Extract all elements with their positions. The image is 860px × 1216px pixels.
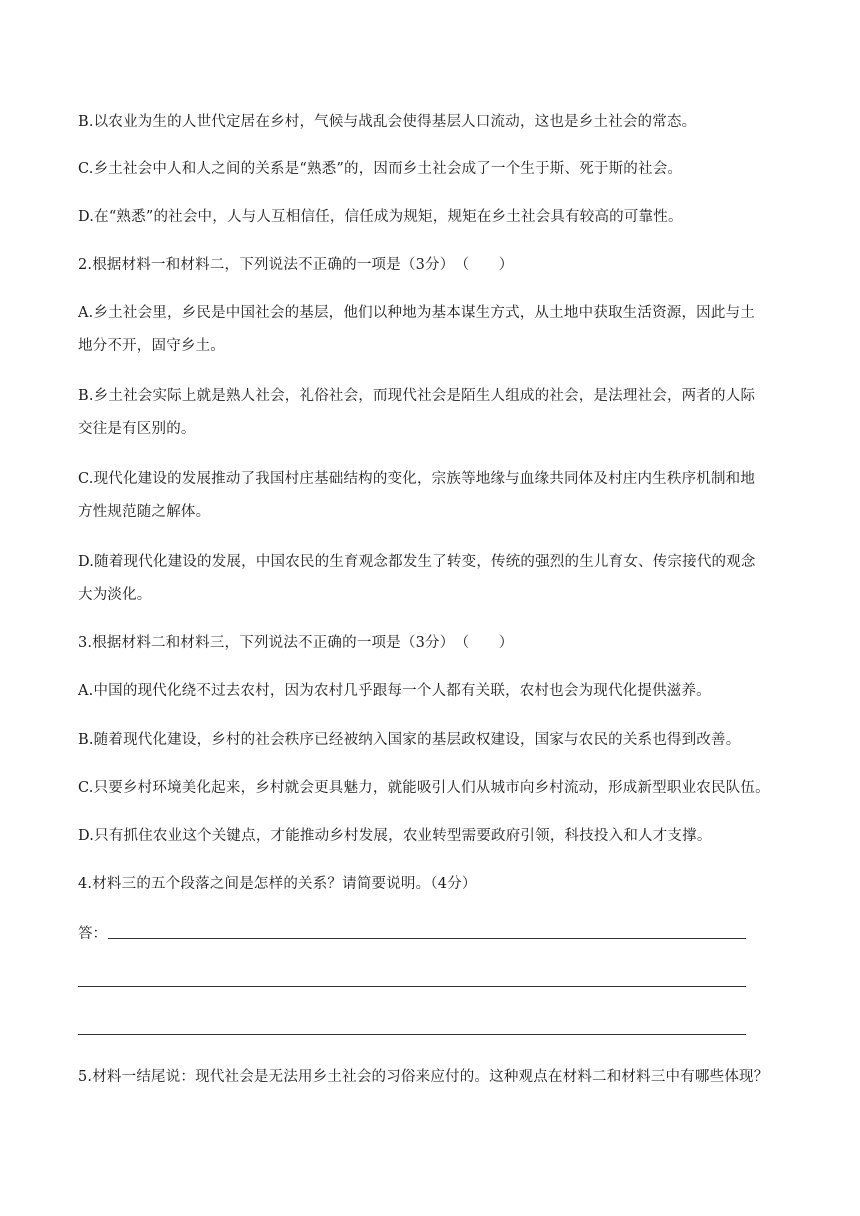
option-c-q2-line2: 方性规范随之解体。 xyxy=(78,504,211,520)
answer-line-1[interactable] xyxy=(108,938,746,939)
answer-area[interactable] xyxy=(78,924,746,944)
option-c-q1: C.乡土社会中人和人之间的关系是“熟悉”的，因而乡土社会成了一个生于斯、死于斯的社会。 xyxy=(78,161,683,177)
option-a-q2-line2: 地分不开，固守乡土。 xyxy=(78,338,225,354)
question-5: 5.材料一结尾说：现代社会是无法用乡土社会的习俗来应付的。这种观点在材料二和材料三中有哪些体现？ xyxy=(78,1069,769,1085)
question-3: 3.根据材料二和材料三，下列说法不正确的一项是（3分） （ ） xyxy=(78,635,514,651)
option-a-q2-line1: A.乡土社会里，乡民是中国社会的基层，他们以种地为基本谋生方式，从土地中获取生活资源，因此与土 xyxy=(78,305,755,321)
question-4: 4.材料三的五个段落之间是怎样的关系？请简要说明。（4分） xyxy=(78,876,477,892)
option-d-q3: D.只有抓住农业这个关键点，才能推动乡村发展，农业转型需要政府引领，科技投入和人才支撑。 xyxy=(78,828,712,844)
answer-line-2[interactable] xyxy=(78,986,746,987)
question-2: 2.根据材料一和材料二，下列说法不正确的一项是（3分） （ ） xyxy=(78,257,514,273)
option-d-q2-line2: 大为淡化。 xyxy=(78,587,152,603)
option-b-q2-line2: 交往是有区别的。 xyxy=(78,421,196,437)
option-d-q2-line1: D.随着现代化建设的发展，中国农民的生育观念都发生了转变，传统的强烈的生儿育女、传宗接代的观念 xyxy=(78,554,756,570)
answer-label: 答： xyxy=(78,926,107,942)
option-c-q3: C.只要乡村环境美化起来，乡村就会更具魅力，就能吸引人们从城市向乡村流动，形成新型职业农民队伍。 xyxy=(78,780,770,796)
option-b-q2-line1: B.乡土社会实际上就是熟人社会，礼俗社会，而现代社会是陌生人组成的社会，是法理社会，两者的人际 xyxy=(78,388,756,404)
option-b-q1: B.以农业为生的人世代定居在乡村，气候与战乱会使得基层人口流动，这也是乡土社会的常态。 xyxy=(78,114,697,130)
option-a-q3: A.中国的现代化绕不过去农村，因为农村几乎跟每一个人都有关联，农村也会为现代化提供滋养。 xyxy=(78,683,711,699)
option-d-q1: D.在“熟悉”的社会中，人与人互相信任，信任成为规矩，规矩在乡土社会具有较高的可靠性。 xyxy=(78,209,683,225)
answer-line-3[interactable] xyxy=(78,1034,746,1035)
option-b-q3: B.随着现代化建设，乡村的社会秩序已经被纳入国家的基层政权建设，国家与农民的关系也得到改善。 xyxy=(78,732,741,748)
option-c-q2-line1: C.现代化建设的发展推动了我国村庄基础结构的变化，宗族等地缘与血缘共同体及村庄内生秩序机制和地 xyxy=(78,471,756,487)
